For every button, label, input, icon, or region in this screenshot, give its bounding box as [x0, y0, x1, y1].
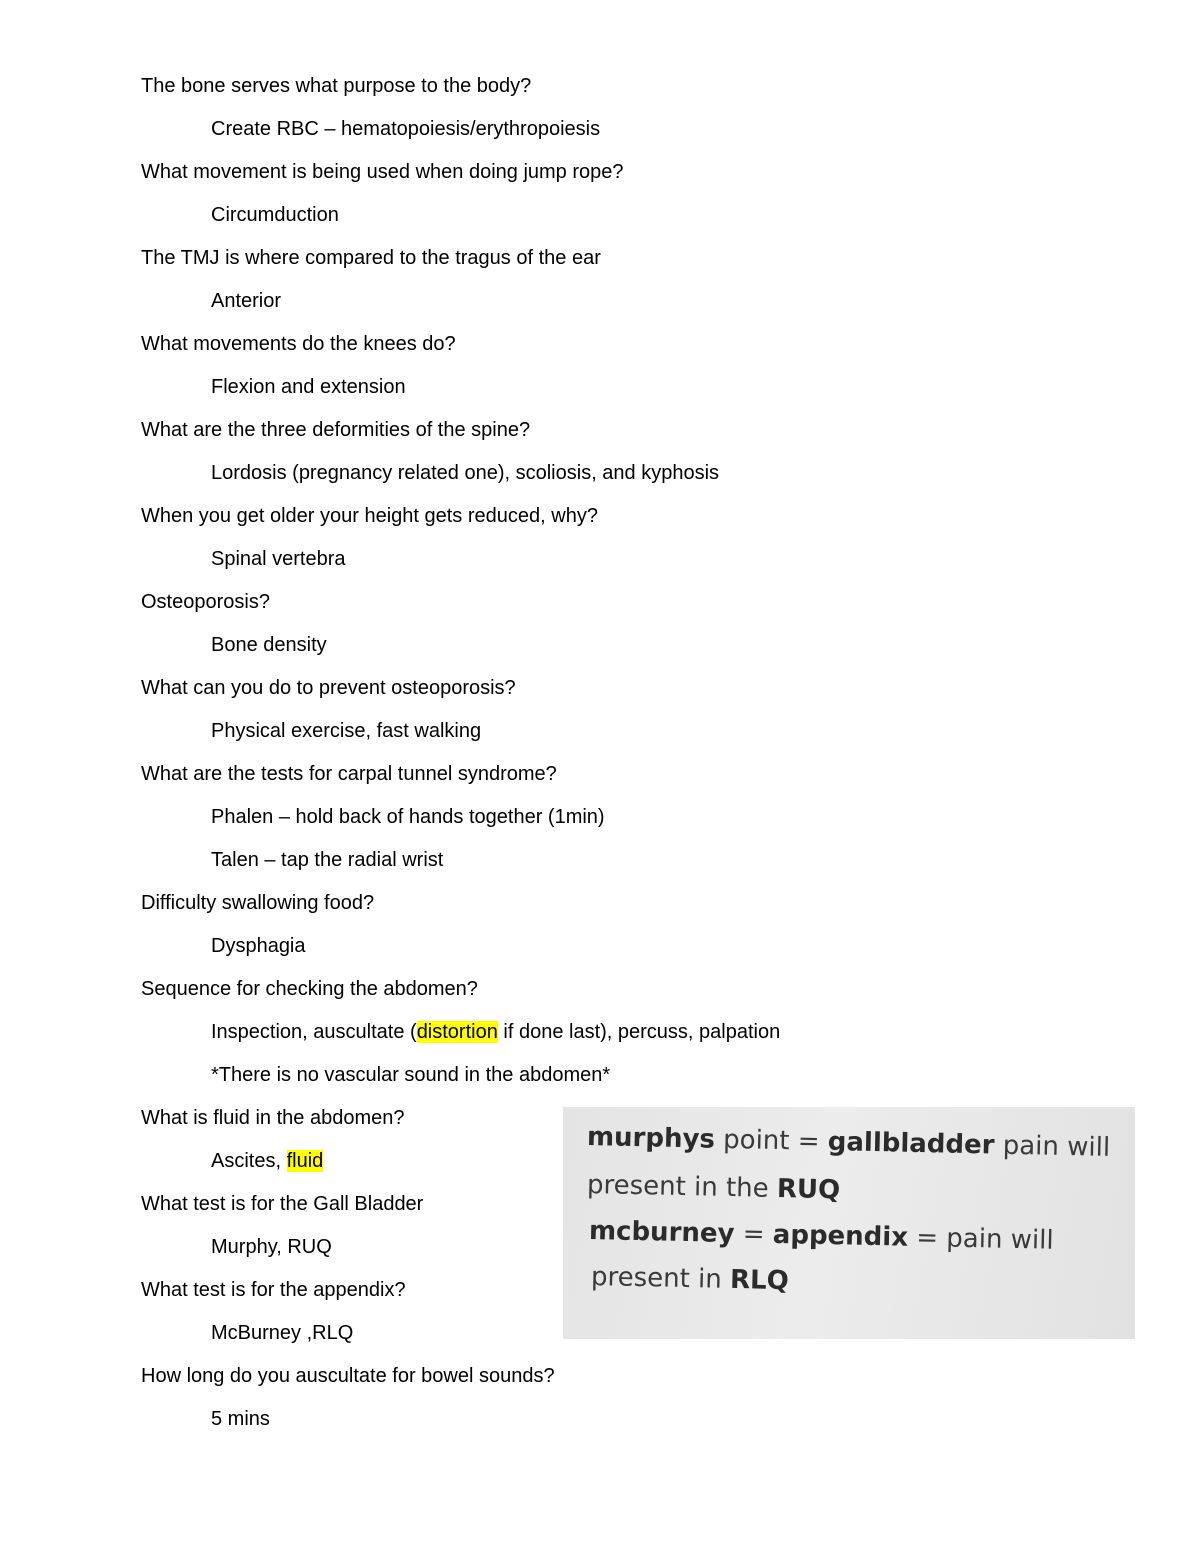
answer-text: Flexion and extension [211, 376, 406, 398]
answer-text: Phalen – hold back of hands together (1min) [211, 806, 605, 828]
question-text: Difficulty swallowing food? [141, 892, 375, 914]
answer-part: Inspection, auscultate ( [211, 1021, 417, 1043]
photo-line [587, 1121, 1111, 1164]
question-text: Sequence for checking the abdomen? [141, 978, 478, 1000]
answer-text: 5 mins [211, 1408, 270, 1430]
question-text: The TMJ is where compared to the tragus of the ear [141, 247, 601, 269]
answer-part: if done last), percuss, palpation [497, 1021, 781, 1043]
highlighted-word: distortion [416, 1021, 498, 1043]
question-text: What movement is being used when doing jump rope? [141, 161, 624, 183]
question-text: What is fluid in the abdomen? [141, 1107, 405, 1129]
photo-bold: appendix [772, 1219, 909, 1253]
photo-bold: mcburney [588, 1216, 735, 1250]
notes-photo [563, 1107, 1135, 1339]
question-text: What test is for the Gall Bladder [141, 1193, 424, 1215]
photo-bold: gallbladder [827, 1127, 995, 1161]
question-text: How long do you auscultate for bowel sounds? [141, 1365, 555, 1387]
answer-text: Bone density [211, 634, 327, 656]
question-text: The bone serves what purpose to the body? [141, 75, 532, 97]
photo-bold: RUQ [776, 1173, 841, 1206]
note-text: *There is no vascular sound in the abdomen* [211, 1064, 611, 1086]
answer-text: Dysphagia [211, 935, 306, 957]
photo-text: present in the [586, 1170, 778, 1204]
photo-text: = pain will [907, 1222, 1054, 1256]
question-text: What movements do the knees do? [141, 333, 456, 355]
answer-text: Anterior [211, 290, 282, 312]
answer-text: Physical exercise, fast walking [211, 720, 482, 742]
photo-line [591, 1261, 789, 1297]
photo-line [587, 1169, 841, 1206]
photo-text: point = [714, 1124, 829, 1158]
answer-text [211, 1148, 323, 1174]
answer-text: Circumduction [211, 204, 339, 226]
answer-text: Create RBC – hematopoiesis/erythropoiesis [211, 118, 601, 140]
question-text: Osteoporosis? [141, 591, 270, 613]
photo-bold: RLQ [729, 1264, 790, 1297]
question-text: What are the three deformities of the spine? [141, 419, 531, 441]
answer-text: Lordosis (pregnancy related one), scoliosis, and kyphosis [211, 462, 720, 484]
photo-bold: murphys [586, 1122, 716, 1155]
photo-line [589, 1215, 1054, 1257]
photo-text: present in [590, 1262, 731, 1295]
answer-text [211, 1019, 780, 1045]
question-text: What test is for the appendix? [141, 1279, 406, 1301]
question-text: What can you do to prevent osteoporosis? [141, 677, 516, 699]
question-text: When you get older your height gets reduced, why? [141, 505, 598, 527]
question-text: What are the tests for carpal tunnel syndrome? [141, 763, 557, 785]
answer-text: Talen – tap the radial wrist [211, 849, 444, 871]
highlighted-word: fluid [286, 1150, 324, 1172]
photo-text: = [734, 1219, 774, 1250]
answer-text: McBurney ,RLQ [211, 1322, 354, 1344]
answer-text: Spinal vertebra [211, 548, 346, 570]
answer-text: Murphy, RUQ [211, 1236, 332, 1258]
photo-text: pain will [994, 1130, 1111, 1163]
answer-part: Ascites, [211, 1150, 287, 1172]
